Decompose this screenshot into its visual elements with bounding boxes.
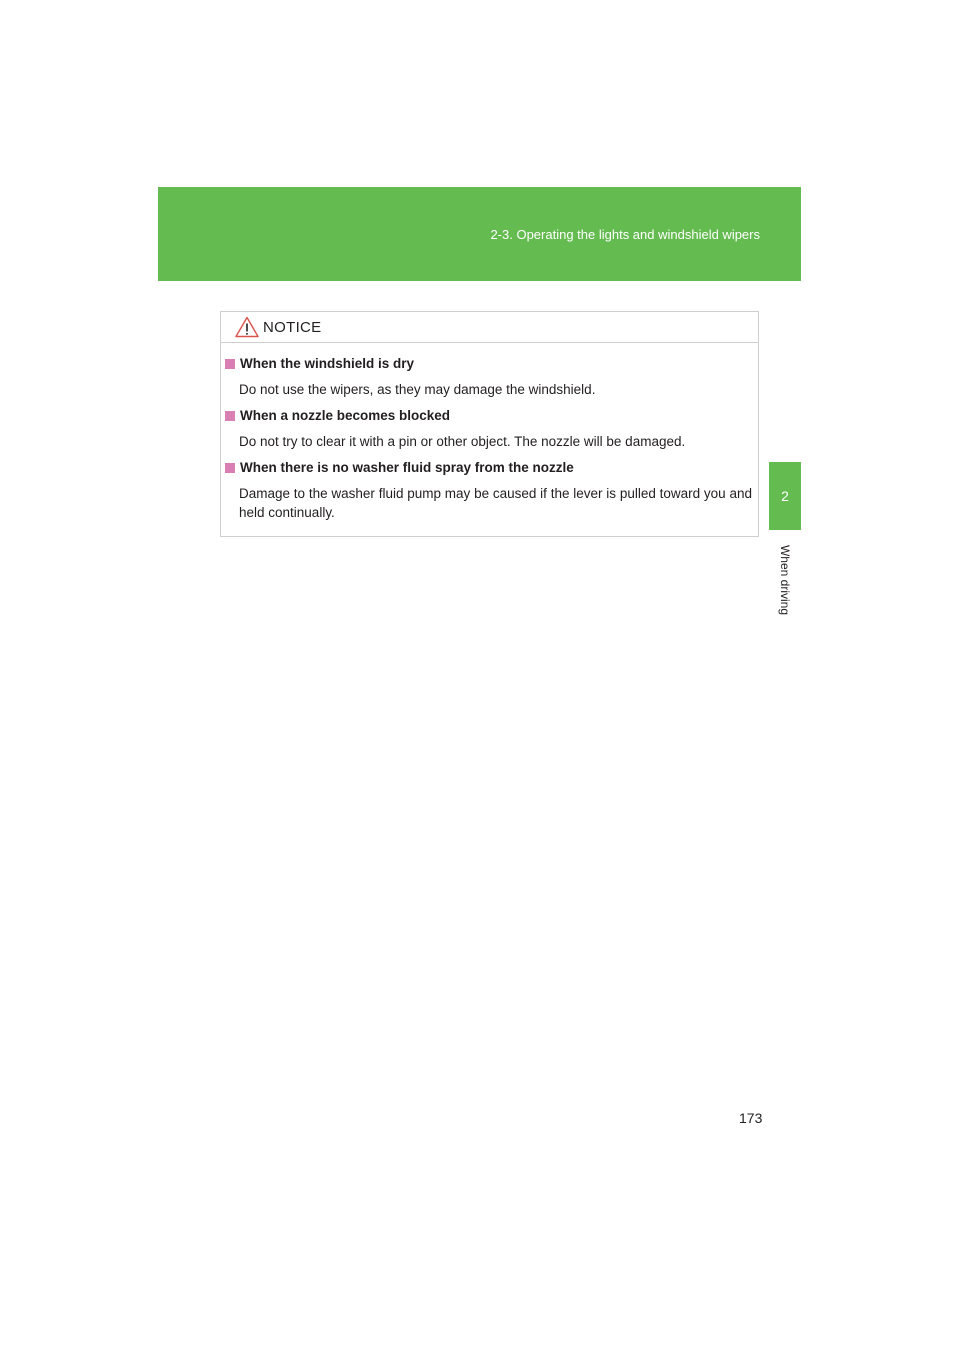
notice-title: NOTICE <box>263 319 322 336</box>
notice-item-text: Damage to the washer fluid pump may be caused if the lever is pulled toward you and held continually. <box>239 486 752 520</box>
notice-item-text: Do not use the wipers, as they may damage the windshield. <box>239 382 596 397</box>
notice-item <box>225 459 752 522</box>
section-title: 2-3. Operating the lights and windshield wipers <box>490 227 760 242</box>
bullet-square-icon <box>225 359 235 369</box>
notice-item-text: Do not try to clear it with a pin or other object. The nozzle will be damaged. <box>239 434 686 449</box>
page-number: 173 <box>739 1110 763 1126</box>
notice-item-heading: When there is no washer fluid spray from the nozzle <box>240 460 574 475</box>
notice-item <box>225 355 752 399</box>
chapter-tab <box>769 462 801 530</box>
bullet-square-icon <box>225 463 235 473</box>
chapter-number: 2 <box>781 488 789 504</box>
notice-item-heading: When a nozzle becomes blocked <box>240 408 451 423</box>
warning-triangle-icon <box>235 316 259 338</box>
section-header-band <box>158 187 801 281</box>
notice-item <box>225 407 752 451</box>
notice-header <box>221 312 758 343</box>
notice-body <box>221 343 758 522</box>
notice-box <box>220 311 759 537</box>
bullet-square-icon <box>225 411 235 421</box>
notice-item-heading: When the windshield is dry <box>240 356 415 371</box>
chapter-label: When driving <box>778 544 792 616</box>
